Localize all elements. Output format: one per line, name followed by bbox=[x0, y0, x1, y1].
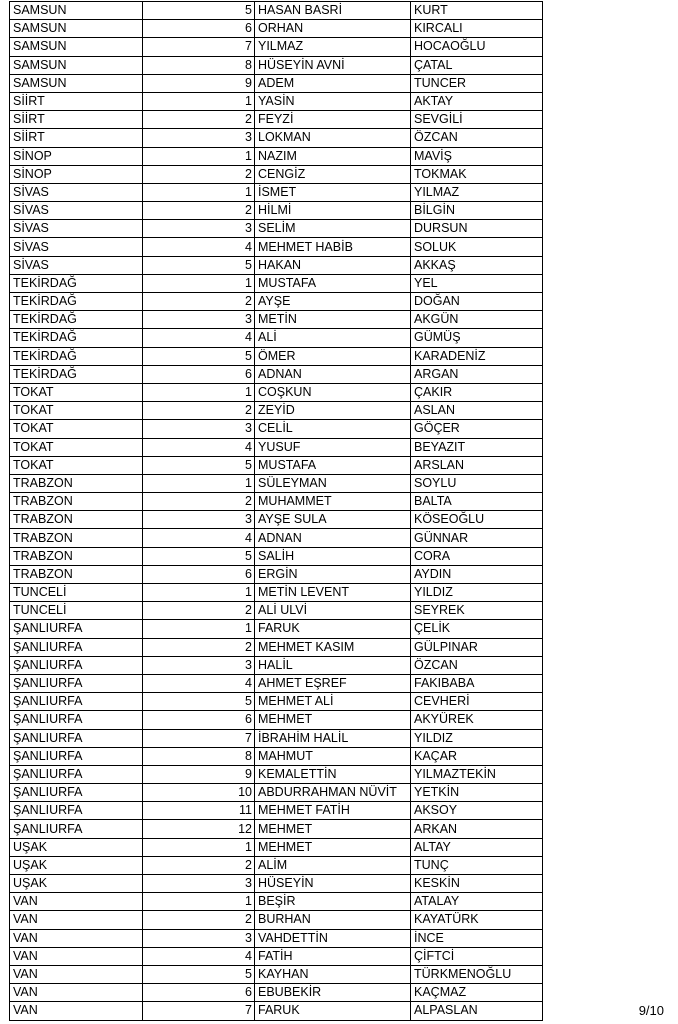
province-cell: TEKİRDAĞ bbox=[10, 293, 143, 311]
rank-cell: 2 bbox=[143, 111, 255, 129]
table-row bbox=[10, 584, 543, 602]
province-cell: VAN bbox=[10, 984, 143, 1002]
province-cell: TUNCELİ bbox=[10, 602, 143, 620]
rank-cell: 4 bbox=[143, 238, 255, 256]
table-row bbox=[10, 202, 543, 220]
table-row bbox=[10, 383, 543, 401]
rank-cell: 5 bbox=[143, 965, 255, 983]
province-cell: TRABZON bbox=[10, 529, 143, 547]
first-name-cell: HİLMİ bbox=[255, 202, 411, 220]
first-name-cell: MEHMET bbox=[255, 838, 411, 856]
first-name-cell: METİN LEVENT bbox=[255, 584, 411, 602]
province-cell: SAMSUN bbox=[10, 56, 143, 74]
rank-cell: 1 bbox=[143, 893, 255, 911]
rank-cell: 5 bbox=[143, 456, 255, 474]
last-name-cell: GÜNNAR bbox=[411, 529, 543, 547]
province-cell: TRABZON bbox=[10, 565, 143, 583]
province-cell: SİNOP bbox=[10, 147, 143, 165]
first-name-cell: HÜSEYİN AVNİ bbox=[255, 56, 411, 74]
last-name-cell: BALTA bbox=[411, 493, 543, 511]
first-name-cell: FARUK bbox=[255, 620, 411, 638]
table-row bbox=[10, 111, 543, 129]
first-name-cell: ZEYİD bbox=[255, 402, 411, 420]
table-row bbox=[10, 474, 543, 492]
first-name-cell: FARUK bbox=[255, 1002, 411, 1020]
first-name-cell: İBRAHİM HALİL bbox=[255, 729, 411, 747]
first-name-cell: KAYHAN bbox=[255, 965, 411, 983]
table-row bbox=[10, 765, 543, 783]
table-row bbox=[10, 693, 543, 711]
rank-cell: 6 bbox=[143, 984, 255, 1002]
last-name-cell: KAÇMAZ bbox=[411, 984, 543, 1002]
last-name-cell: AKYÜREK bbox=[411, 711, 543, 729]
province-cell: SAMSUN bbox=[10, 2, 143, 20]
first-name-cell: ADNAN bbox=[255, 529, 411, 547]
table-row bbox=[10, 92, 543, 110]
last-name-cell: KÖSEOĞLU bbox=[411, 511, 543, 529]
rank-cell: 1 bbox=[143, 92, 255, 110]
province-cell: TOKAT bbox=[10, 383, 143, 401]
province-cell: VAN bbox=[10, 893, 143, 911]
first-name-cell: COŞKUN bbox=[255, 383, 411, 401]
first-name-cell: YUSUF bbox=[255, 438, 411, 456]
table-row bbox=[10, 311, 543, 329]
last-name-cell: YILDIZ bbox=[411, 729, 543, 747]
first-name-cell: MEHMET HABİB bbox=[255, 238, 411, 256]
province-cell: TOKAT bbox=[10, 420, 143, 438]
last-name-cell: AKSOY bbox=[411, 802, 543, 820]
last-name-cell: MAVİŞ bbox=[411, 147, 543, 165]
table-row bbox=[10, 802, 543, 820]
rank-cell: 4 bbox=[143, 674, 255, 692]
first-name-cell: HALİL bbox=[255, 656, 411, 674]
province-cell: SİVAS bbox=[10, 238, 143, 256]
rank-cell: 2 bbox=[143, 493, 255, 511]
first-name-cell: HAKAN bbox=[255, 256, 411, 274]
rank-cell: 11 bbox=[143, 802, 255, 820]
rank-cell: 3 bbox=[143, 311, 255, 329]
province-cell: ŞANLIURFA bbox=[10, 674, 143, 692]
rank-cell: 2 bbox=[143, 202, 255, 220]
province-cell: TUNCELİ bbox=[10, 584, 143, 602]
last-name-cell: SEVGİLİ bbox=[411, 111, 543, 129]
province-cell: ŞANLIURFA bbox=[10, 620, 143, 638]
first-name-cell: ADEM bbox=[255, 74, 411, 92]
first-name-cell: AYŞE bbox=[255, 293, 411, 311]
rank-cell: 4 bbox=[143, 438, 255, 456]
rank-cell: 3 bbox=[143, 420, 255, 438]
last-name-cell: ÇAKIR bbox=[411, 383, 543, 401]
table-row bbox=[10, 747, 543, 765]
rank-cell: 5 bbox=[143, 547, 255, 565]
last-name-cell: ÖZCAN bbox=[411, 656, 543, 674]
first-name-cell: MEHMET KASIM bbox=[255, 638, 411, 656]
last-name-cell: FAKIBABA bbox=[411, 674, 543, 692]
rank-cell: 1 bbox=[143, 383, 255, 401]
last-name-cell: ALTAY bbox=[411, 838, 543, 856]
rank-cell: 2 bbox=[143, 402, 255, 420]
first-name-cell: CELİL bbox=[255, 420, 411, 438]
province-cell: TEKİRDAĞ bbox=[10, 274, 143, 292]
last-name-cell: AKTAY bbox=[411, 92, 543, 110]
table-row bbox=[10, 456, 543, 474]
province-cell: SİVAS bbox=[10, 202, 143, 220]
last-name-cell: ARGAN bbox=[411, 365, 543, 383]
last-name-cell: KIRCALI bbox=[411, 20, 543, 38]
province-cell: ŞANLIURFA bbox=[10, 638, 143, 656]
last-name-cell: DURSUN bbox=[411, 220, 543, 238]
province-cell: SİVAS bbox=[10, 183, 143, 201]
first-name-cell: MEHMET bbox=[255, 711, 411, 729]
province-cell: TRABZON bbox=[10, 547, 143, 565]
rank-cell: 6 bbox=[143, 20, 255, 38]
table-row bbox=[10, 620, 543, 638]
province-cell: ŞANLIURFA bbox=[10, 765, 143, 783]
rank-cell: 6 bbox=[143, 365, 255, 383]
province-cell: VAN bbox=[10, 965, 143, 983]
province-cell: ŞANLIURFA bbox=[10, 747, 143, 765]
first-name-cell: KEMALETTİN bbox=[255, 765, 411, 783]
last-name-cell: ALPASLAN bbox=[411, 1002, 543, 1020]
province-cell: UŞAK bbox=[10, 875, 143, 893]
first-name-cell: FEYZİ bbox=[255, 111, 411, 129]
province-cell: VAN bbox=[10, 947, 143, 965]
first-name-cell: SÜLEYMAN bbox=[255, 474, 411, 492]
province-cell: ŞANLIURFA bbox=[10, 802, 143, 820]
province-cell: SİİRT bbox=[10, 111, 143, 129]
table-row bbox=[10, 147, 543, 165]
last-name-cell: SOYLU bbox=[411, 474, 543, 492]
first-name-cell: HASAN BASRİ bbox=[255, 2, 411, 20]
table-row bbox=[10, 365, 543, 383]
table-row bbox=[10, 638, 543, 656]
rank-cell: 9 bbox=[143, 74, 255, 92]
table-row bbox=[10, 129, 543, 147]
table-row bbox=[10, 711, 543, 729]
table-row bbox=[10, 547, 543, 565]
rank-cell: 6 bbox=[143, 711, 255, 729]
last-name-cell: YILDIZ bbox=[411, 584, 543, 602]
table-row bbox=[10, 602, 543, 620]
last-name-cell: KAYATÜRK bbox=[411, 911, 543, 929]
rank-cell: 7 bbox=[143, 1002, 255, 1020]
rank-cell: 1 bbox=[143, 147, 255, 165]
province-cell: SİVAS bbox=[10, 220, 143, 238]
table-row bbox=[10, 220, 543, 238]
first-name-cell: EBUBEKİR bbox=[255, 984, 411, 1002]
last-name-cell: AYDIN bbox=[411, 565, 543, 583]
last-name-cell: YETKİN bbox=[411, 784, 543, 802]
first-name-cell: CENGİZ bbox=[255, 165, 411, 183]
province-cell: UŞAK bbox=[10, 838, 143, 856]
province-cell: UŞAK bbox=[10, 856, 143, 874]
province-cell: ŞANLIURFA bbox=[10, 711, 143, 729]
rank-cell: 6 bbox=[143, 565, 255, 583]
province-cell: SAMSUN bbox=[10, 38, 143, 56]
province-cell: VAN bbox=[10, 1002, 143, 1020]
province-cell: TEKİRDAĞ bbox=[10, 347, 143, 365]
first-name-cell: ALİ bbox=[255, 329, 411, 347]
rank-cell: 8 bbox=[143, 747, 255, 765]
province-cell: TOKAT bbox=[10, 438, 143, 456]
rank-cell: 2 bbox=[143, 165, 255, 183]
last-name-cell: CORA bbox=[411, 547, 543, 565]
last-name-cell: HOCAOĞLU bbox=[411, 38, 543, 56]
last-name-cell: GÜLPINAR bbox=[411, 638, 543, 656]
rank-cell: 5 bbox=[143, 347, 255, 365]
table-row bbox=[10, 420, 543, 438]
last-name-cell: AKKAŞ bbox=[411, 256, 543, 274]
first-name-cell: YASİN bbox=[255, 92, 411, 110]
last-name-cell: YILMAZTEKİN bbox=[411, 765, 543, 783]
table-row bbox=[10, 929, 543, 947]
table-row bbox=[10, 274, 543, 292]
first-name-cell: FATİH bbox=[255, 947, 411, 965]
first-name-cell: BURHAN bbox=[255, 911, 411, 929]
table-row bbox=[10, 238, 543, 256]
rank-cell: 12 bbox=[143, 820, 255, 838]
rank-cell: 4 bbox=[143, 529, 255, 547]
rank-cell: 5 bbox=[143, 693, 255, 711]
last-name-cell: BİLGİN bbox=[411, 202, 543, 220]
rank-cell: 3 bbox=[143, 656, 255, 674]
province-cell: ŞANLIURFA bbox=[10, 656, 143, 674]
province-cell: SİVAS bbox=[10, 256, 143, 274]
province-cell: VAN bbox=[10, 929, 143, 947]
province-cell: TRABZON bbox=[10, 493, 143, 511]
table-row bbox=[10, 784, 543, 802]
last-name-cell: YEL bbox=[411, 274, 543, 292]
province-cell: ŞANLIURFA bbox=[10, 784, 143, 802]
first-name-cell: ABDURRAHMAN NÜVİT bbox=[255, 784, 411, 802]
first-name-cell: HÜSEYİN bbox=[255, 875, 411, 893]
rank-cell: 3 bbox=[143, 875, 255, 893]
province-cell: TOKAT bbox=[10, 402, 143, 420]
province-cell: SİNOP bbox=[10, 165, 143, 183]
table-row bbox=[10, 293, 543, 311]
first-name-cell: MUHAMMET bbox=[255, 493, 411, 511]
province-cell: TEKİRDAĞ bbox=[10, 365, 143, 383]
rank-cell: 4 bbox=[143, 329, 255, 347]
last-name-cell: GÜMÜŞ bbox=[411, 329, 543, 347]
rank-cell: 2 bbox=[143, 638, 255, 656]
table-row bbox=[10, 438, 543, 456]
table-row bbox=[10, 1002, 543, 1020]
first-name-cell: AYŞE SULA bbox=[255, 511, 411, 529]
last-name-cell: ÇATAL bbox=[411, 56, 543, 74]
last-name-cell: TUNÇ bbox=[411, 856, 543, 874]
first-name-cell: ADNAN bbox=[255, 365, 411, 383]
province-cell: TOKAT bbox=[10, 456, 143, 474]
table-row bbox=[10, 984, 543, 1002]
last-name-cell: SEYREK bbox=[411, 602, 543, 620]
table-row bbox=[10, 74, 543, 92]
rank-cell: 5 bbox=[143, 2, 255, 20]
rank-cell: 4 bbox=[143, 947, 255, 965]
table-row bbox=[10, 838, 543, 856]
table-row bbox=[10, 256, 543, 274]
last-name-cell: ÇELİK bbox=[411, 620, 543, 638]
province-cell: TEKİRDAĞ bbox=[10, 311, 143, 329]
first-name-cell: METİN bbox=[255, 311, 411, 329]
first-name-cell: İSMET bbox=[255, 183, 411, 201]
first-name-cell: ORHAN bbox=[255, 20, 411, 38]
table-row bbox=[10, 856, 543, 874]
table-row bbox=[10, 38, 543, 56]
table-row bbox=[10, 820, 543, 838]
last-name-cell: GÖÇER bbox=[411, 420, 543, 438]
rank-cell: 1 bbox=[143, 620, 255, 638]
rank-cell: 9 bbox=[143, 765, 255, 783]
first-name-cell: VAHDETTİN bbox=[255, 929, 411, 947]
last-name-cell: KARADENİZ bbox=[411, 347, 543, 365]
last-name-cell: BEYAZIT bbox=[411, 438, 543, 456]
candidate-table bbox=[9, 1, 543, 1021]
table-row bbox=[10, 165, 543, 183]
rank-cell: 2 bbox=[143, 602, 255, 620]
rank-cell: 3 bbox=[143, 929, 255, 947]
candidate-table-body bbox=[10, 2, 543, 1021]
last-name-cell: SOLUK bbox=[411, 238, 543, 256]
last-name-cell: KURT bbox=[411, 2, 543, 20]
last-name-cell: YILMAZ bbox=[411, 183, 543, 201]
last-name-cell: AKGÜN bbox=[411, 311, 543, 329]
first-name-cell: ÖMER bbox=[255, 347, 411, 365]
table-row bbox=[10, 656, 543, 674]
first-name-cell: MUSTAFA bbox=[255, 274, 411, 292]
rank-cell: 7 bbox=[143, 729, 255, 747]
table-row bbox=[10, 329, 543, 347]
first-name-cell: MEHMET bbox=[255, 820, 411, 838]
table-row bbox=[10, 875, 543, 893]
province-cell: TEKİRDAĞ bbox=[10, 329, 143, 347]
last-name-cell: TÜRKMENOĞLU bbox=[411, 965, 543, 983]
province-cell: ŞANLIURFA bbox=[10, 729, 143, 747]
rank-cell: 1 bbox=[143, 838, 255, 856]
rank-cell: 1 bbox=[143, 274, 255, 292]
first-name-cell: BEŞİR bbox=[255, 893, 411, 911]
rank-cell: 2 bbox=[143, 911, 255, 929]
first-name-cell: MEHMET ALİ bbox=[255, 693, 411, 711]
first-name-cell: LOKMAN bbox=[255, 129, 411, 147]
first-name-cell: NAZIM bbox=[255, 147, 411, 165]
province-cell: ŞANLIURFA bbox=[10, 820, 143, 838]
first-name-cell: SELİM bbox=[255, 220, 411, 238]
last-name-cell: ASLAN bbox=[411, 402, 543, 420]
table-row bbox=[10, 674, 543, 692]
province-cell: VAN bbox=[10, 911, 143, 929]
rank-cell: 3 bbox=[143, 220, 255, 238]
page-number: 9/10 bbox=[638, 1003, 664, 1018]
last-name-cell: ARKAN bbox=[411, 820, 543, 838]
last-name-cell: CEVHERİ bbox=[411, 693, 543, 711]
first-name-cell: ALİM bbox=[255, 856, 411, 874]
last-name-cell: ARSLAN bbox=[411, 456, 543, 474]
province-cell: ŞANLIURFA bbox=[10, 693, 143, 711]
table-row bbox=[10, 511, 543, 529]
province-cell: TRABZON bbox=[10, 511, 143, 529]
rank-cell: 1 bbox=[143, 584, 255, 602]
rank-cell: 2 bbox=[143, 856, 255, 874]
table-row bbox=[10, 965, 543, 983]
last-name-cell: TUNCER bbox=[411, 74, 543, 92]
table-row bbox=[10, 529, 543, 547]
table-row bbox=[10, 947, 543, 965]
province-cell: SAMSUN bbox=[10, 74, 143, 92]
table-row bbox=[10, 911, 543, 929]
table-row bbox=[10, 2, 543, 20]
last-name-cell: DOĞAN bbox=[411, 293, 543, 311]
last-name-cell: ÖZCAN bbox=[411, 129, 543, 147]
first-name-cell: MEHMET FATİH bbox=[255, 802, 411, 820]
table-row bbox=[10, 56, 543, 74]
table-row bbox=[10, 565, 543, 583]
first-name-cell: ERGİN bbox=[255, 565, 411, 583]
first-name-cell: ALİ ULVİ bbox=[255, 602, 411, 620]
first-name-cell: MUSTAFA bbox=[255, 456, 411, 474]
province-cell: SAMSUN bbox=[10, 20, 143, 38]
province-cell: SİİRT bbox=[10, 92, 143, 110]
last-name-cell: ÇİFTCİ bbox=[411, 947, 543, 965]
last-name-cell: KAÇAR bbox=[411, 747, 543, 765]
first-name-cell: MAHMUT bbox=[255, 747, 411, 765]
table-row bbox=[10, 20, 543, 38]
rank-cell: 7 bbox=[143, 38, 255, 56]
table-row bbox=[10, 183, 543, 201]
province-cell: TRABZON bbox=[10, 474, 143, 492]
rank-cell: 1 bbox=[143, 474, 255, 492]
rank-cell: 1 bbox=[143, 183, 255, 201]
rank-cell: 10 bbox=[143, 784, 255, 802]
last-name-cell: KESKİN bbox=[411, 875, 543, 893]
last-name-cell: İNCE bbox=[411, 929, 543, 947]
table-row bbox=[10, 347, 543, 365]
first-name-cell: SALİH bbox=[255, 547, 411, 565]
first-name-cell: YILMAZ bbox=[255, 38, 411, 56]
rank-cell: 3 bbox=[143, 511, 255, 529]
table-row bbox=[10, 893, 543, 911]
rank-cell: 5 bbox=[143, 256, 255, 274]
table-row bbox=[10, 402, 543, 420]
table-row bbox=[10, 493, 543, 511]
rank-cell: 8 bbox=[143, 56, 255, 74]
last-name-cell: TOKMAK bbox=[411, 165, 543, 183]
first-name-cell: AHMET EŞREF bbox=[255, 674, 411, 692]
province-cell: SİİRT bbox=[10, 129, 143, 147]
last-name-cell: ATALAY bbox=[411, 893, 543, 911]
rank-cell: 2 bbox=[143, 293, 255, 311]
rank-cell: 3 bbox=[143, 129, 255, 147]
table-row bbox=[10, 729, 543, 747]
